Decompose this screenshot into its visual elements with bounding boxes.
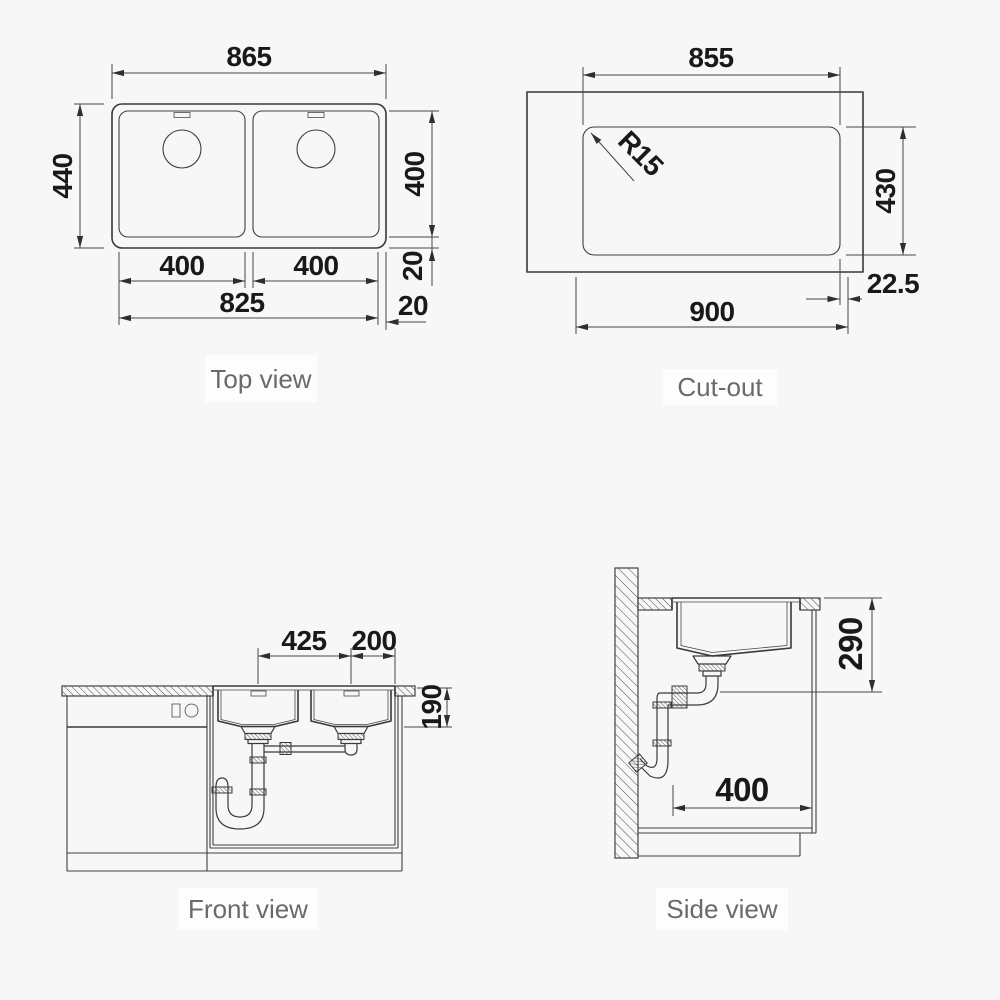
side-cabinet (638, 610, 816, 856)
worktop-outline (527, 92, 863, 272)
worktop-left-section (62, 686, 213, 696)
sink-rim (213, 686, 395, 696)
right-drain-hole (297, 130, 335, 168)
front-plumbing (212, 727, 368, 830)
dim-label-825: 825 (219, 287, 265, 318)
dim-label-400-left: 400 (159, 250, 205, 281)
dim-label-r15: R15 (612, 124, 670, 182)
left-bowl-section (218, 690, 298, 727)
pipe-coupling (280, 743, 291, 755)
right-overflow (344, 691, 359, 696)
dim-label-900: 900 (689, 296, 735, 327)
extension-lines (576, 67, 916, 334)
downpipe-side (657, 693, 668, 747)
worktop-back-section (800, 598, 820, 610)
cabinet-lines (67, 696, 402, 871)
appliance-dial-icon (185, 704, 198, 717)
cut-out-body (527, 92, 863, 272)
cut-out-dimensions (576, 42, 919, 334)
top-view-sink-body (112, 104, 386, 248)
left-drain-flange (241, 727, 275, 734)
right-tailpipe (345, 744, 357, 756)
dim-label-400-depth: 400 (399, 151, 430, 197)
front-cabinet (67, 696, 402, 871)
dim-label-855: 855 (688, 42, 734, 73)
dim-label-400-side: 400 (715, 771, 769, 808)
side-worktop (638, 598, 820, 610)
trap-nut (212, 787, 232, 793)
right-bowl-inner-wall (314, 690, 388, 725)
left-overflow (251, 691, 266, 696)
side-view-caption: Side view (666, 894, 778, 924)
dim-label-440: 440 (47, 153, 78, 199)
left-drain-nut (245, 734, 271, 740)
dim-label-425: 425 (281, 625, 327, 656)
sink-outline (112, 104, 386, 248)
connecting-pipe (264, 746, 345, 752)
sink-rim-side (672, 598, 800, 610)
top-view (47, 41, 439, 402)
right-drain-nut (338, 734, 364, 740)
trap-top-cap (216, 778, 228, 787)
front-view (62, 625, 452, 930)
front-dimensions (258, 625, 452, 730)
cabinet-lines-side (638, 610, 816, 856)
right-bowl-section (311, 690, 391, 727)
side-dimensions (673, 598, 882, 816)
dim-label-400-right: 400 (293, 250, 339, 281)
cut-out-caption: Cut-out (677, 372, 763, 402)
dim-label-20-side: 20 (397, 290, 429, 321)
wall-section (615, 568, 638, 858)
left-bowl-inner-wall (221, 690, 295, 725)
front-view-caption: Front view (188, 894, 308, 924)
right-overflow-slot (308, 113, 324, 118)
dim-label-20-rear: 20 (397, 250, 428, 282)
worktop-right-section (395, 686, 415, 696)
drain-flange-side (693, 656, 731, 664)
tail-nut-upper (250, 757, 266, 763)
left-drain-hole (163, 130, 201, 168)
worktop-front-section (638, 598, 672, 610)
top-view-dimensions (47, 41, 439, 330)
dim-label-430: 430 (870, 168, 901, 214)
dim-label-865: 865 (226, 41, 272, 72)
appliance-button-icon (172, 704, 180, 717)
bowl-inner-wall-side (681, 602, 787, 653)
front-worktop (62, 686, 415, 696)
front-sink-section (213, 686, 395, 727)
tail-nut-lower (250, 789, 266, 795)
cut-out-view (527, 42, 919, 405)
side-view (615, 568, 882, 930)
drain-ring-side (703, 671, 721, 676)
tailpipe-side (706, 676, 718, 684)
side-sink-section (672, 598, 800, 656)
bowl-section-side (677, 602, 791, 656)
dim-label-290: 290 (832, 617, 869, 671)
left-overflow-slot (174, 113, 190, 118)
side-plumbing (629, 656, 731, 778)
dim-label-22-5: 22.5 (866, 268, 920, 299)
left-drain-ring (248, 740, 268, 744)
dim-label-190: 190 (416, 684, 447, 730)
top-view-caption: Top view (210, 364, 312, 394)
drain-nut-side (699, 664, 725, 671)
downpipe-nut-lower (653, 740, 671, 746)
right-drain-flange (334, 727, 368, 734)
downpipe-nut-upper (653, 702, 671, 708)
right-drain-ring (341, 740, 361, 744)
dim-label-200: 200 (351, 625, 397, 656)
elbow-coupling (672, 686, 687, 708)
